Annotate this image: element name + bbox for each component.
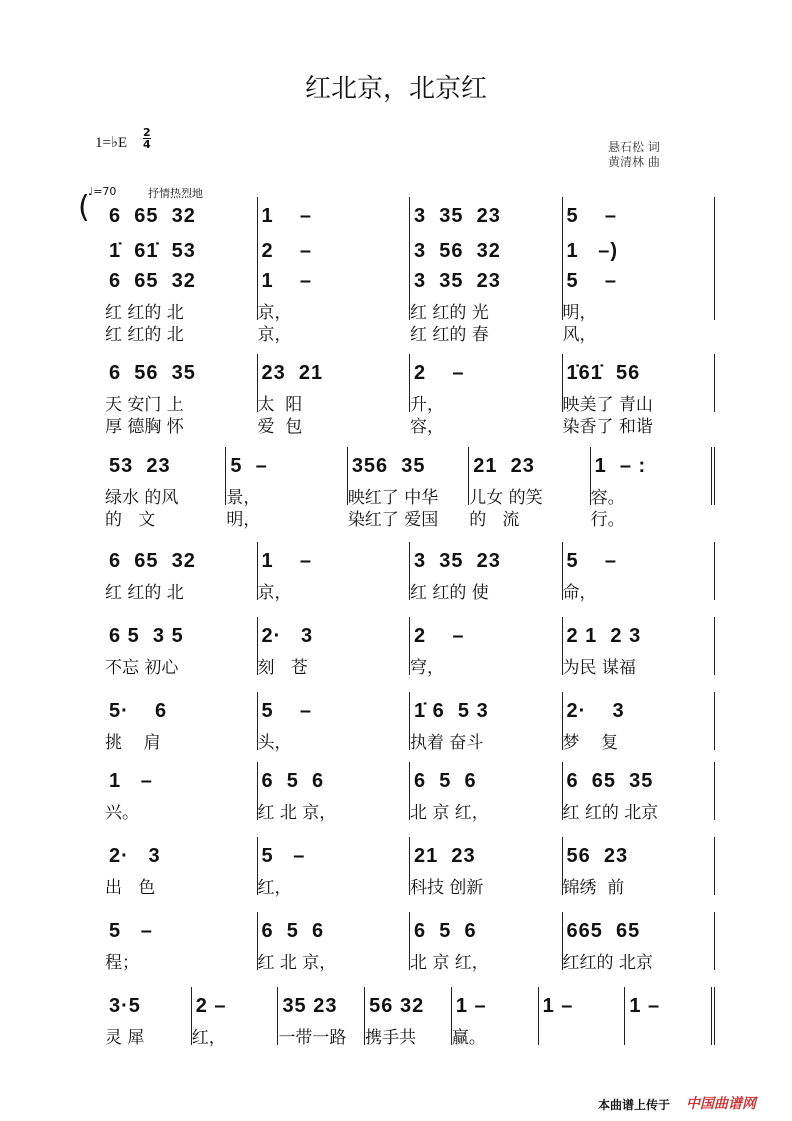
measure	[105, 262, 258, 345]
measure	[257, 762, 411, 823]
lyric-verse-1: 出 色	[105, 878, 156, 898]
measure-notes: 1 –)	[566, 240, 619, 262]
measure	[562, 542, 716, 603]
time-top: 2	[143, 126, 151, 139]
measure-notes: 2 –	[414, 625, 465, 647]
measure-notes: 3 56 32	[414, 240, 501, 262]
lyric-verse-1: 京，	[257, 303, 292, 323]
measure-notes: 2 1 2 3	[566, 625, 642, 647]
measure	[562, 912, 716, 973]
measure-notes: 6 5 6	[261, 920, 325, 942]
lyric-verse-1: 红，	[191, 1028, 226, 1048]
measure	[410, 354, 563, 437]
lyric-verse-1: 刻 苍	[257, 658, 308, 678]
measure-notes: 35 23	[282, 995, 338, 1017]
measure-notes: 5 –	[109, 920, 153, 942]
lyric-verse-1: 太 阳	[257, 395, 303, 415]
lyric-verse-1: 北 京 红，	[410, 953, 489, 973]
measure-notes: 6 65 32	[109, 205, 196, 227]
lyric-verse-2: 风，	[562, 325, 597, 345]
lyric-verse-1: 景，	[226, 488, 261, 508]
lyric-verse-1: 科技 创新	[410, 878, 484, 898]
lyric-verse-1: 红 北 京，	[257, 803, 337, 823]
measure-notes: 6 65 32	[109, 550, 196, 572]
lyric-verse-1: 兴。	[105, 803, 139, 823]
measure-notes: 1 – :	[594, 455, 647, 477]
footer-text: 本曲谱上传于	[598, 1098, 671, 1112]
lyric-verse-2: 的 文	[105, 510, 156, 530]
measure	[410, 837, 563, 898]
lyric-verse-1: 红 红的 光	[410, 303, 489, 323]
lyric-verse-1: 明，	[562, 303, 597, 323]
lyric-verse-1: 容。	[590, 488, 625, 508]
score-row	[105, 625, 715, 678]
key-signature: 1=♭E	[95, 135, 128, 151]
tempo-marking: ♩=70	[88, 185, 117, 198]
intro-paren: (	[78, 190, 90, 225]
score-row	[105, 270, 715, 345]
measure-notes: 1 –	[261, 550, 312, 572]
lyric-verse-1: 红，	[257, 878, 292, 898]
lyric-verse-2: 厚 德胸 怀	[105, 417, 184, 437]
score-row	[105, 995, 715, 1048]
measure-notes: 6 65 32	[109, 270, 196, 292]
measure	[410, 617, 563, 678]
lyric-verse-1: 红红的 北京	[562, 953, 653, 973]
composer: 黄清林 曲	[608, 155, 660, 169]
measure-notes: 2 –	[195, 995, 227, 1017]
measure	[625, 987, 715, 1045]
credits	[608, 140, 660, 170]
measure	[257, 912, 411, 973]
measure	[105, 762, 258, 823]
measure-notes: 2· 3	[261, 625, 314, 647]
lyric-verse-1: 为民 谋福	[562, 658, 636, 678]
measure-notes: 356 35	[351, 455, 426, 477]
lyric-verse-1: 绿水 的风	[105, 488, 179, 508]
measure	[226, 447, 347, 530]
measure-notes: 1 –	[629, 995, 661, 1017]
measure	[590, 447, 715, 530]
measure	[539, 987, 626, 1045]
measure-notes: 1̇ 6 5 3	[414, 700, 489, 722]
measure-notes: 5 –	[261, 845, 306, 867]
lyric-verse-2: 行。	[590, 510, 625, 530]
song-title: 红北京，北京红	[304, 74, 487, 104]
lyric-verse-2: 明，	[226, 510, 261, 530]
measure	[278, 987, 365, 1048]
lyric-verse-1: 头，	[257, 733, 292, 753]
measure-notes: 6 5 6	[261, 770, 325, 792]
lyric-verse-1: 程；	[105, 953, 139, 973]
measure	[451, 987, 539, 1048]
lyric-verse-1: 灵 犀	[105, 1028, 145, 1048]
lyric-verse-1: 映红了 中华	[347, 488, 439, 508]
measure-notes: 5 –	[261, 700, 312, 722]
lyric-verse-1: 穹，	[410, 658, 444, 678]
lyric-verse-2: 染红了 爱国	[347, 510, 439, 530]
lyric-verse-2: 的 流	[469, 510, 520, 530]
measure-notes: 1 –	[455, 995, 487, 1017]
lyric-verse-1: 命，	[562, 583, 597, 603]
measure-notes: 1 –	[109, 770, 153, 792]
measure-notes: 1 –	[261, 270, 312, 292]
time-bottom: 4	[143, 138, 151, 151]
measure	[105, 912, 258, 973]
measure-notes: 3 35 23	[414, 550, 501, 572]
measure	[105, 542, 258, 603]
score-row	[105, 770, 715, 823]
score-row	[105, 550, 715, 603]
measure	[347, 447, 469, 530]
measure	[410, 542, 563, 603]
measure	[410, 762, 563, 823]
measure	[365, 987, 452, 1048]
lyric-verse-1: 红 红的 使	[410, 583, 489, 603]
measure-notes: 5 –	[566, 550, 617, 572]
lyric-verse-1: 京，	[257, 583, 292, 603]
lyric-verse-1: 红 红的 北	[105, 583, 184, 603]
lyric-verse-2: 容，	[410, 417, 444, 437]
expression-marking: 抒情热烈地	[148, 187, 203, 200]
measure-notes: 53 23	[109, 455, 171, 477]
measure-notes: 56 32	[369, 995, 425, 1017]
lyric-verse-1: 北 京 红，	[410, 803, 489, 823]
lyric-verse-1: 天 安门 上	[105, 395, 184, 415]
lyric-verse-1: 红 红的 北	[105, 303, 184, 323]
measure	[257, 617, 411, 678]
measure	[410, 692, 563, 753]
lyric-verse-1: 锦绣 前	[562, 878, 625, 898]
lyricist: 悬石松 词	[608, 140, 660, 154]
measure	[257, 837, 411, 898]
measure-notes: 6 5 6	[414, 920, 477, 942]
measure-notes: 6 56 35	[109, 362, 196, 384]
lyric-verse-1: 赢。	[451, 1028, 486, 1048]
measure	[105, 354, 258, 437]
measure-notes: 5 –	[230, 455, 268, 477]
measure-notes: 6 65 35	[566, 770, 654, 792]
measure-notes: 665 65	[566, 920, 641, 942]
score-row	[105, 920, 715, 973]
measure-notes: 5 –	[566, 205, 617, 227]
measure-notes: 2· 3	[109, 845, 161, 867]
lyric-verse-1: 一带一路	[278, 1028, 347, 1048]
time-signature	[143, 127, 151, 150]
measure-notes: 6 5 6	[414, 770, 477, 792]
measure	[469, 447, 590, 530]
lyric-verse-1: 执着 奋斗	[410, 733, 484, 753]
measure-notes: 2· 3	[566, 700, 625, 722]
measure-notes: 2 –	[414, 362, 465, 384]
measure	[562, 837, 716, 898]
measure	[105, 617, 258, 678]
lyric-verse-1: 携手共	[365, 1028, 417, 1048]
measure	[410, 262, 563, 345]
measure	[257, 542, 411, 603]
measure-notes: 1̇61̇ 56	[566, 362, 641, 384]
measure	[562, 762, 716, 823]
measure-notes: 1 –	[542, 995, 574, 1017]
measure-notes: 56 23	[566, 845, 629, 867]
lyric-verse-2: 染香了 和谐	[562, 417, 653, 437]
lyric-verse-1: 升，	[410, 395, 444, 415]
measure	[105, 837, 258, 898]
lyric-verse-2: 红 红的 北	[105, 325, 184, 345]
measure-notes: 6 5 3 5	[109, 625, 184, 647]
measure-notes: 1 –	[261, 205, 312, 227]
measure	[562, 617, 716, 678]
measure-notes: 5 –	[566, 270, 617, 292]
lyric-verse-1: 红 红的 北京	[562, 803, 659, 823]
measure-notes: 1̇ 61̇ 53	[109, 240, 196, 262]
measure	[105, 987, 192, 1048]
score-row	[105, 362, 715, 437]
lyric-verse-2: 爱 包	[257, 417, 303, 437]
measure-notes: 3·5	[109, 995, 141, 1017]
lyric-verse-2: 京，	[257, 325, 292, 345]
measure-notes: 21 23	[414, 845, 476, 867]
lyric-verse-1: 挑 肩	[105, 733, 161, 753]
measure-notes: 21 23	[473, 455, 535, 477]
measure-notes: 2 –	[261, 240, 312, 262]
measure	[410, 912, 563, 973]
measure	[257, 692, 411, 753]
lyric-verse-1: 红 北 京，	[257, 953, 337, 973]
score-row	[105, 455, 715, 530]
measure	[562, 262, 716, 345]
measure-notes: 3 35 23	[414, 205, 501, 227]
measure-notes: 23 21	[261, 362, 324, 384]
measure	[191, 987, 279, 1048]
measure	[105, 692, 258, 753]
measure-notes: 3 35 23	[414, 270, 501, 292]
lyric-verse-1: 梦 复	[562, 733, 619, 753]
lyric-verse-2: 红 红的 春	[410, 325, 489, 345]
site-logo: 中国曲谱网	[686, 1096, 756, 1112]
measure	[562, 692, 716, 753]
lyric-verse-1: 不忘 初心	[105, 658, 179, 678]
measure-notes: 5· 6	[109, 700, 168, 722]
measure	[105, 447, 226, 530]
measure	[257, 354, 411, 437]
measure	[257, 262, 411, 345]
lyric-verse-1: 映美了 青山	[562, 395, 653, 415]
measure	[562, 354, 716, 437]
score-row	[105, 845, 715, 898]
score-row	[105, 700, 715, 753]
lyric-verse-1: 儿女 的笑	[469, 488, 543, 508]
